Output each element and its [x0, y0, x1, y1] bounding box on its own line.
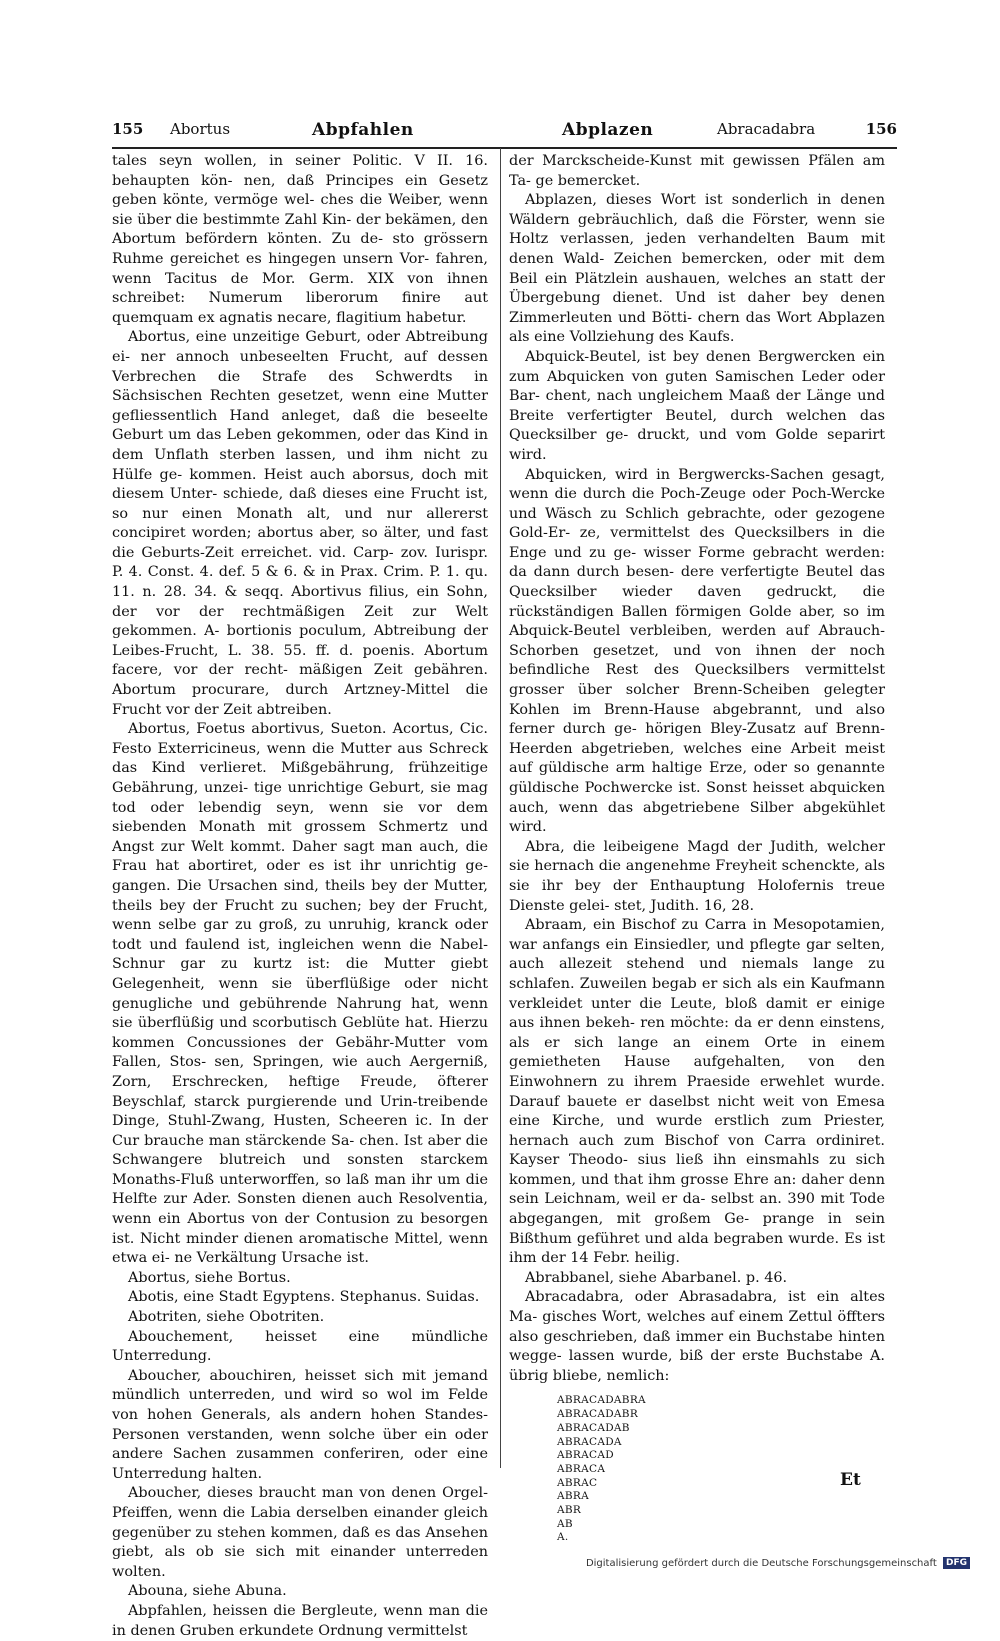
entry-paragraph: Abortus, Foetus abortivus, Sueton. Acortus, Cic. Festo Exterricineus, wenn die Mutter aus Schreck das Kind verlieret. Mißgebährung, frühzeitige Gebährung, unzei- tige unrichtige Geburt, sie mag tod oder lebendig seyn, wenn sie vor dem siebenden Monath mit grossem Schmertz und Angst zur Welt kommt. Daher sagt man auch, die Frau hat abortiret, oder es ist ihr unrichtig ge- gangen. Die Ursachen sind, theils bey der Mutter, theils bey der Frucht zu suchen; bey der Frucht, wenn selbe gar zu groß, zu unruhig, kranck oder todt und faulend ist, ingleichen wenn die Nabel-Schnur gar zu kurtz ist: die Mutter giebt Gelegenheit, wenn sie überflüßige oder nicht genugliche und gebührende Nahrung hat, wenn sie überflüßig und scorbutisch Geblüte hat. Hierzu kommen Concussiones der Gebähr-Mutter vom Fallen, Stos- sen, Springen, wie auch Aergerniß, Zorn, Erschrecken, heftige Freude, öfterer Beyschlaf, starck purgierende und Urin-treibende Dinge, Stuhl-Zwang, Husten, Scheeren ic. In der Cur brauche man stärckende Sa- chen. Ist aber die Schwangere blutreich und sonsten starckem Monaths-Fluß unterworffen, so laß man ihr um die Helfte zur Ader. Sonsten dienen auch Resolventia, wenn ein Abortus von der Contusion zu besorgen ist. Nicht minder dienen aromatische Mittel, wenn etwa ei- ne Verkältung Ursache ist. [112, 721, 488, 1267]
entry-paragraph: Abouchement, heisset eine mündliche Unterredung. [112, 1328, 488, 1365]
entry-paragraph: Abortus, eine unzeitige Geburt, oder Abtreibung ei- ner annoch unbeseelten Frucht, auf dessen Verbrechen die Strafe des Schwerdts in Sächsischen Rechten gesetzet, wenn eine Mutter gefliessentlich Hand anleget, daß die beseelte Geburt um das Leben gekommen, oder das Kind in dem Unflath sterben lassen, und ihm nicht zu Hülfe ge- kommen. Heist auch aborsus, doch mit diesem Unter- schiede, daß dieses eine Frucht ist, so nur einen Monath alt, und nur allererst concipiret worden; abortus aber, so älter, und fast die Geburts-Zeit erreichet. vid. Carp- zov. Iurispr. P. 4. Const. 4. def. 5 & 6. & in Prax. Crim. P. 1. qu. 11. n. 28. 34. & seqq. Abortivus filius, ein Sohn, der vor der rechtmäßigen Zeit zur Welt gekommen. A- bortionis poculum, Abtreibung der Leibes-Frucht, L. 38. 55. ff. d. poenis. Abortum facere, vor der recht- mäßigen Zeit gebähren. Abortum procurare, durch Artzney-Mittel die Frucht vor der Zeit abtreiben. [112, 329, 488, 718]
abracadabra-line: ABRACAD [557, 1449, 614, 1462]
entry-paragraph: Abrabbanel, siehe Abarbanel. p. 46. [525, 1269, 788, 1286]
entry-paragraph: Abortus, siehe Bortus. [128, 1269, 291, 1286]
abracadabra-line: ABRA [557, 1490, 589, 1503]
entry-paragraph: Aboucher, abouchiren, heisset sich mit jemand mündlich unterreden, und wird so wol im Felde von hohen Generals, als andern hohen Standes-Personen verstanden, wenn solche über ein oder andere Sachen zusammen conferiren, oder eine Unterredung halten. [112, 1367, 488, 1482]
abracadabra-line: ABRACADAB [557, 1421, 630, 1434]
entry-paragraph: Abracadabra, oder Abrasadabra, ist ein altes Ma- gisches Wort, welches auf einem Zettul öffters also geschrieben, daß immer ein Buchstabe hinten wegge- lassen wurde, biß der erste Buchstabe A. übrig bliebe, nemlich: [509, 1289, 885, 1384]
column-divider [500, 148, 501, 1468]
abracadabra-line: ABRACADA [557, 1435, 622, 1448]
abracadabra-line: ABRACADABR [557, 1408, 639, 1421]
entry-paragraph: Abotriten, siehe Obotriten. [128, 1309, 325, 1326]
abracadabra-line: ABRAC [557, 1476, 598, 1489]
header-rule [112, 147, 897, 149]
footer-text: Digitalisierung gefördert durch die Deutsche Forschungsgemeinschaft [585, 1558, 937, 1569]
entry-paragraph: Abplazen, dieses Wort ist sonderlich in denen Wäldern gebräuchlich, daß die Förster, wenn sie Holtz verlassen, jeden verhandelten Baum mit denen Wald- Zeichen bemercken, oder mit dem Beil ein Plätzlein aushauen, welches an statt der Übergebung dienet. Und ist daher bey denen Zimmerleuten und Bötti- chern das Wort Abplazen als eine Vollziehung des Kaufs. [509, 192, 885, 346]
catchword: Et [840, 1470, 861, 1490]
abracadabra-line: AB [557, 1517, 573, 1530]
abracadabra-line: A. [557, 1531, 569, 1544]
entry-paragraph: Abraam, ein Bischof zu Carra in Mesopotamien, war anfangs ein Einsiedler, und pflegte gar selten, auch allezeit stehend und niemals lange zu schlafen. Zuweilen begab er sich als ein Kaufmann verkleidet unter die Leute, bloß damit er einige aus ihnen bekeh- ren möchte: da er denn einstens, als er sich lange an einem Orte in einem gemietheten Hause aufgehalten, von den Einwohnern zu ihrem Praeside erwehlet wurde. Darauf bauete er daselbst nicht weit von Emesa eine Kirche, und wurde erstlich zum Priester, hernach auch zum Bischof von Carra ordiniret. Kayser Theodo- sius ließ ihn einsmahls zu sich kommen, und that ihm grosse Ehre an: daher denn sein Leichnam, weil er da- selbst an. 390 mit Tode abgegangen, mit großem Ge- prange in sein Bißthum geführet und alda begraben wurde. Es ist ihm der 14 Febr. heilig. [509, 917, 885, 1267]
entry-paragraph: Abquick-Beutel, ist bey denen Bergwercken ein zum Abquicken von guten Samischen Leder oder Bar- chent, nach ungleichem Maaß der Länge und Breite verfertigter Beutel, durch welchen das Quecksilber ge- druckt, und vom Golde separirt wird. [509, 348, 885, 463]
entry-paragraph: Abra, die leibeigene Magd der Judith, welcher sie hernach die angenehme Freyheit schenckte, als sie ihr bey der Enthauptung Holofernis treue Dienste gelei- stet, Judith. 16, 28. [509, 838, 885, 914]
abracadabra-line: ABR [557, 1504, 582, 1517]
left-column [112, 152, 488, 1641]
running-head-left: Abortus [170, 120, 231, 138]
entry-paragraph: tales seyn wollen, in seiner Politic. V II. 16. behaupten kön- nen, daß Principes ein Gesetz geben könte, vermöge wel- ches die Weiber, wenn sie über die bestimmte Zahl Kin- der bekämen, den Abortum befördern könten. Zu de- sto grössern Ruhme gereichet es hingegen unsern Vor- fahren, wenn Tacitus de Mor. Germ. XIX von ihnen schreibet: Numerum liberorum finire aut quemquam ex agnatis necare, flagitium habetur. [112, 153, 488, 326]
page-number-left: 155 [112, 120, 144, 138]
abracadabra-line: ABRACADABRA [557, 1394, 646, 1407]
abracadabra-line: ABRACA [557, 1462, 606, 1475]
page-header [112, 120, 897, 150]
entry-paragraph: Abquicken, wird in Bergwercks-Sachen gesagt, wenn die durch die Poch-Zeuge oder Poch-Wercke und Wäsch zu Schlich gebrachte, oder gezogene Gold-Er- ze, vermittelst des Quecksilbers in die Enge und zu ge- wisser Forme gebracht werden: da dann durch besen- dere verfertigte Beutel das Quecksilber wieder daven gedruckt, die rückständigen Ballen förmigen Golde aber, so im Abquick-Beutel verbleiben, werden auf Abrauch-Schorben gesetzet, und von ihnen der noch befindliche Rest des Quecksilbers vermittelst grosser über solcher Brenn-Scheiben gelegter Kohlen im Brenn-Hause abgebrannt, und also ferner durch ge- hörigen Bley-Zusatz auf Brenn-Heerden abgetrieben, welches eine Arbeit meist auf güldische arm haltige Erze, oder so genannte güldische Pochwercke ist. Sonst heisset abquicken auch, wenn das abgetriebene Silber abgekühlet wird. [509, 466, 885, 836]
running-head-center-right: Abplazen [562, 120, 654, 140]
entry-paragraph: der Marckscheide-Kunst mit gewissen Pfälen am Ta- ge bemercket. [509, 153, 885, 189]
running-head-center-left: Abpfahlen [312, 120, 414, 140]
page-number-right: 156 [865, 120, 897, 138]
digitization-footer [586, 1557, 970, 1569]
running-head-right: Abracadabra [717, 120, 816, 138]
dfg-logo: DFG [943, 1557, 970, 1569]
entry-paragraph: Abouna, siehe Abuna. [128, 1583, 287, 1600]
entry-paragraph: Abotis, eine Stadt Egyptens. Stephanus. Suidas. [128, 1289, 480, 1306]
entry-paragraph: Abpfahlen, heissen die Bergleute, wenn man die in denen Gruben erkundete Ordnung vermittelst [112, 1602, 488, 1639]
entry-paragraph: Aboucher, dieses braucht man von denen Orgel- Pfeiffen, wenn die Labia derselben einander gleich gegenüber zu stehen kommen, daß es das Ansehen giebt, als ob sie sich mit einander unterreden wolten. [112, 1485, 488, 1580]
right-column [509, 152, 885, 1545]
abracadabra-triangle [557, 1394, 885, 1545]
